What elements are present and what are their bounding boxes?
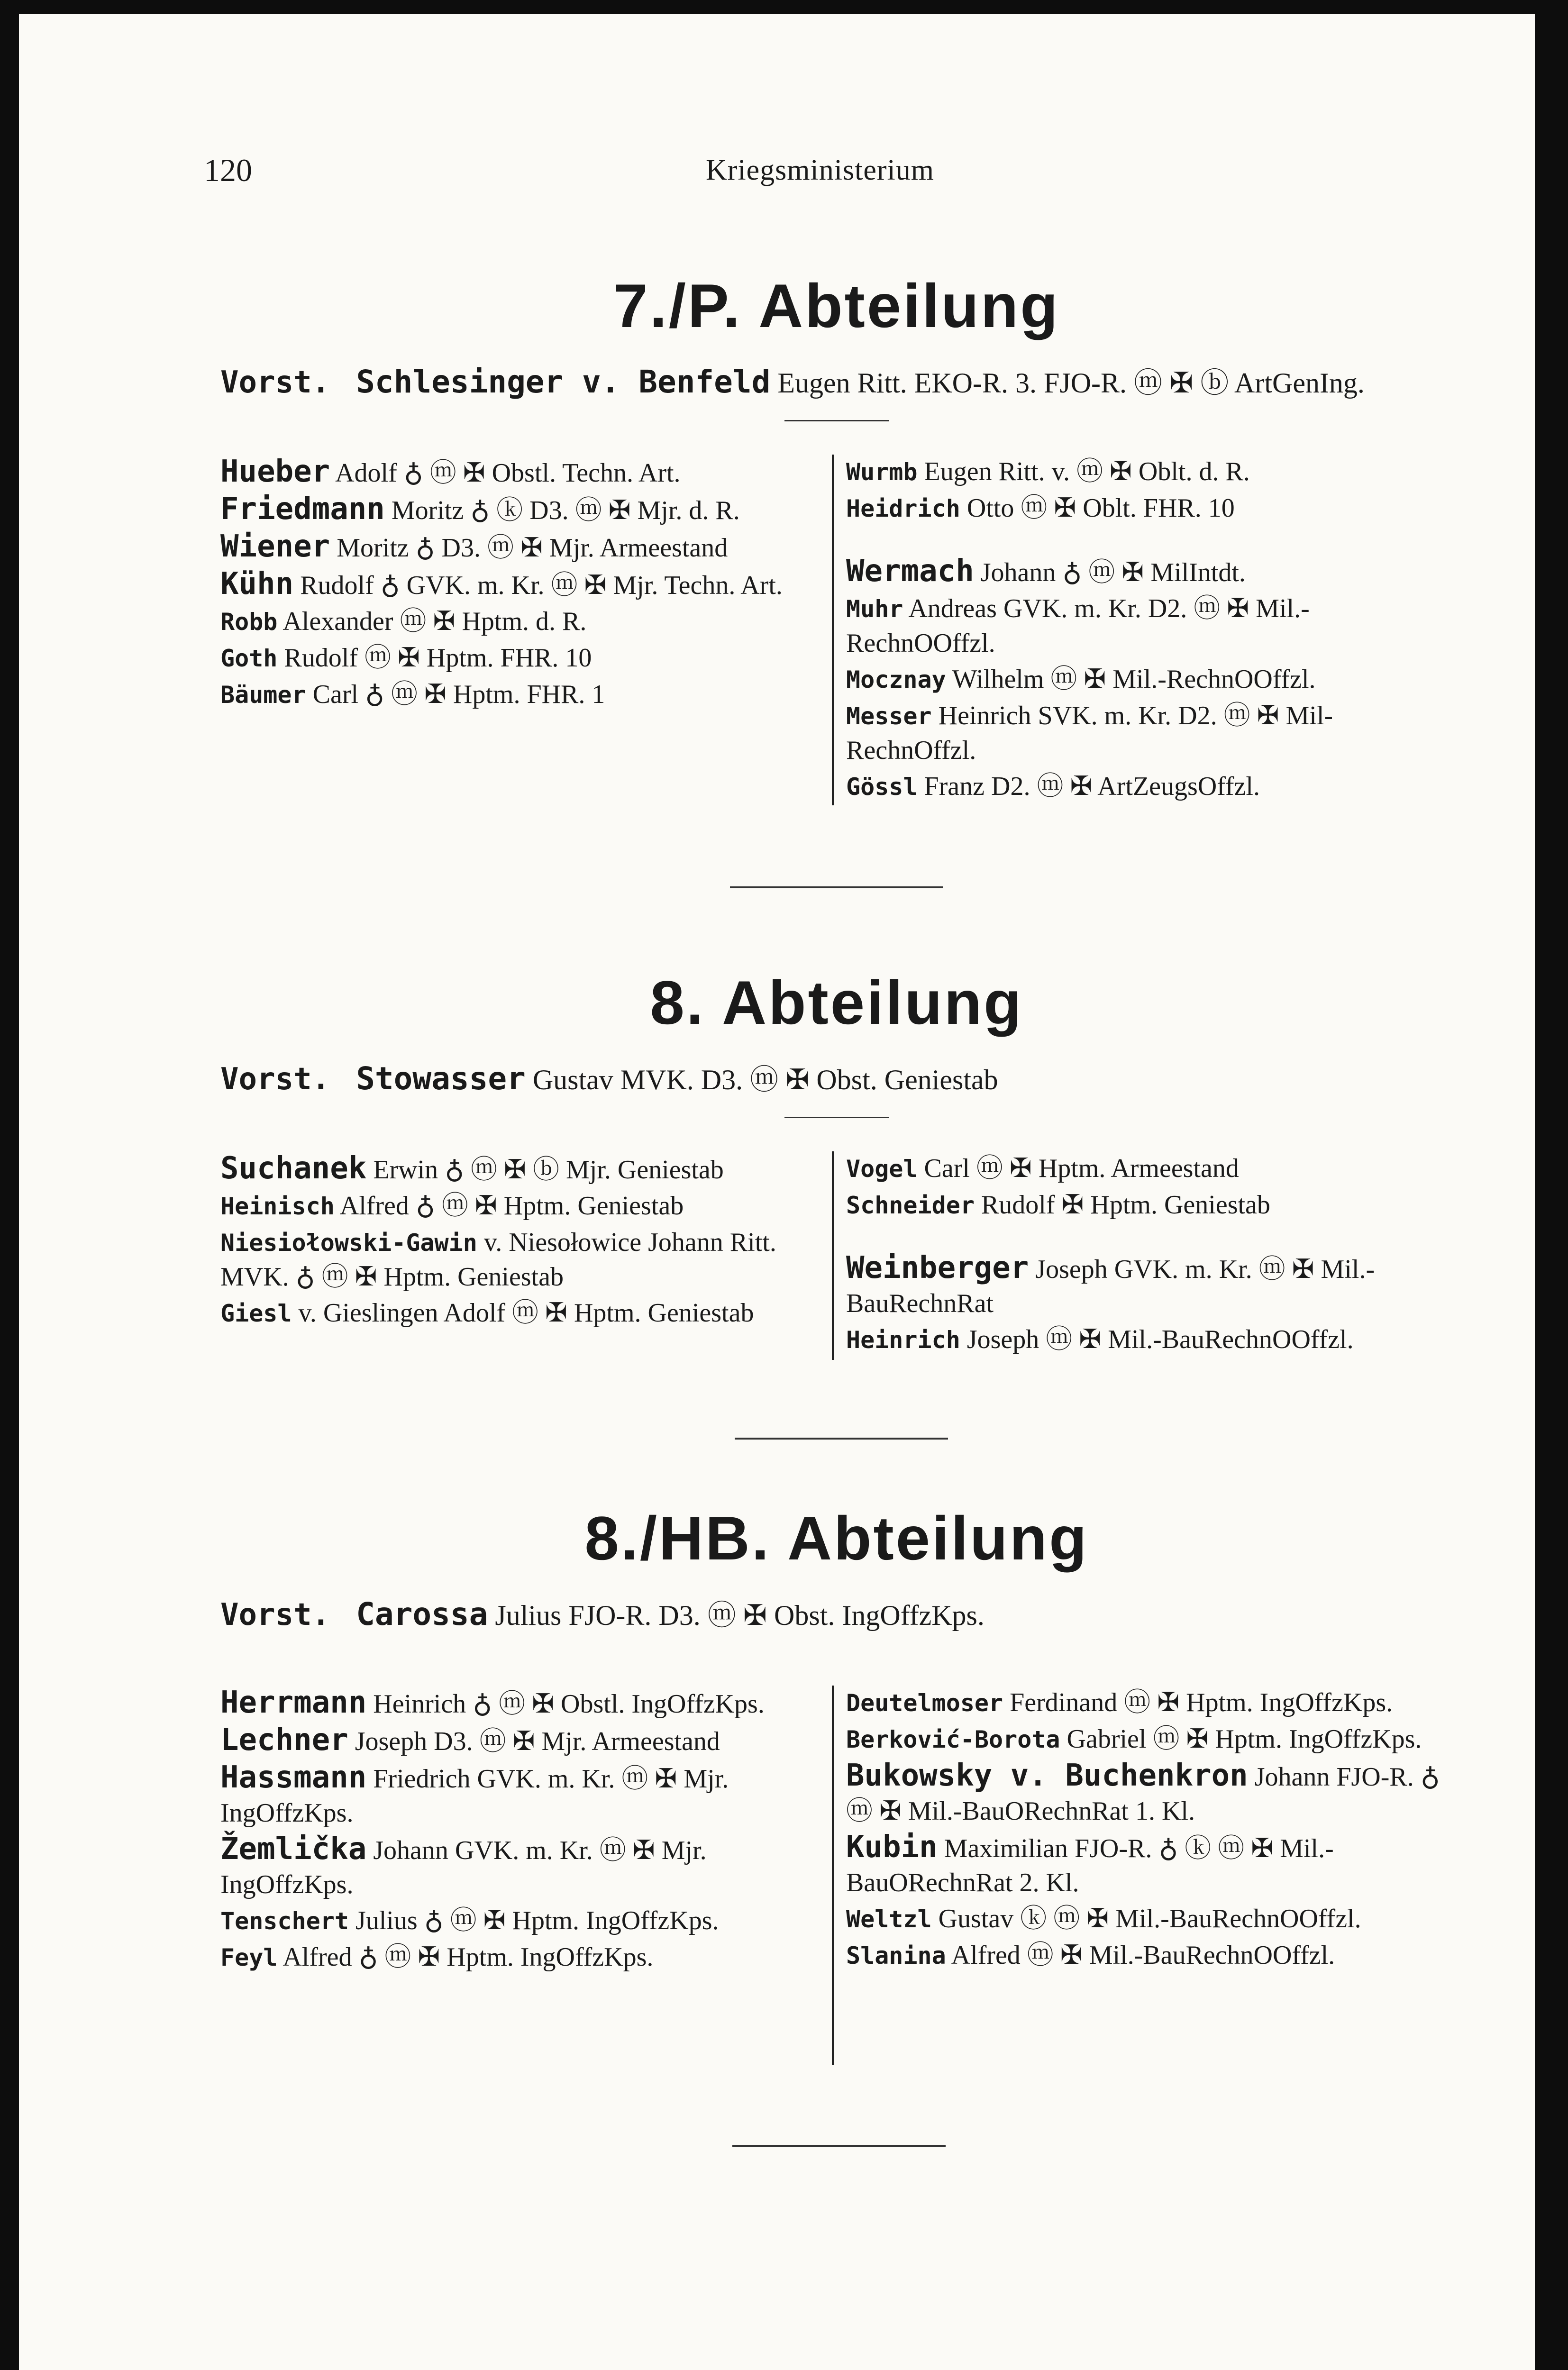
entry-name: Slanina [846,1942,946,1969]
entry-name: Wiener [220,529,330,564]
entry-details: Gustav ⓚ ⓜ ✠ Mil.-BauRechnOOffzl. [938,1904,1361,1933]
list-item [220,1940,822,1975]
entry-details: Friedrich GVK. m. Kr. ⓜ ✠ Mjr. IngOffzKps. [220,1764,729,1828]
entry-name: Berković-Borota [846,1726,1060,1753]
right-column [846,1151,1453,1359]
entry-details: Alfred ⓜ ✠ Mil.-BauRechnOOffzl. [951,1941,1335,1970]
entry-name: Schneider [846,1192,975,1219]
head-details: Gustav MVK. D3. ⓜ ✠ Obst. Geniestab [532,1064,998,1095]
entry-details: Maximilian FJO-R. ♁ ⓚ ⓜ ✠ Mil.-BauORechnRat 2. Kl. [846,1834,1334,1897]
list-item [846,699,1453,767]
section-head [220,1057,1453,1098]
list-item [846,1686,1453,1720]
entry-details: Carl ♁ ⓜ ✠ Hptm. FHR. 1 [312,680,605,709]
left-column [220,1686,822,1977]
list-item [846,554,1453,590]
entry-details: Johann GVK. m. Kr. ⓜ ✠ Mjr. IngOffzKps. [220,1836,707,1899]
section-title: 8./HB. Abteilung [584,1504,1089,1573]
list-item [846,1759,1453,1828]
entry-details: Ferdinand ⓜ ✠ Hptm. IngOffzKps. [1010,1688,1393,1717]
list-item [846,1938,1453,1973]
list-item [846,1830,1453,1900]
entry-name: Deutelmoser [846,1689,1003,1717]
entry-details: Julius ♁ ⓜ ✠ Hptm. IngOffzKps. [355,1906,719,1935]
short-rule [784,420,889,421]
entry-details: Moritz ♁ ⓚ D3. ⓜ ✠ Mjr. d. R. [391,496,740,525]
list-item [846,1151,1453,1186]
entry-details: Johann FJO-R. ♁ ⓜ ✠ Mil.-BauORechnRat 1. Kl. [846,1762,1440,1826]
entry-name: Heidrich [846,495,960,522]
entry-name: Žemlička [220,1832,367,1867]
entry-name: Hueber [220,454,330,489]
list-item [220,677,822,712]
entry-details: v. Niesołowice Johann Ritt. MVK. ♁ ⓜ ✠ Hptm. Geniestab [220,1228,776,1292]
entry-name: Goth [220,645,278,672]
list-item [220,529,822,565]
list-item [220,492,822,528]
spacer [846,528,1453,554]
entry-details: Erwin ♁ ⓜ ✠ ⓑ Mjr. Geniestab [373,1155,724,1185]
running-title: Kriegsministerium [706,154,934,186]
entry-name: Heinrich [846,1326,960,1354]
entry-details: Johann ♁ ⓜ ✠ MilIntdt. [980,558,1246,587]
list-item [220,1686,822,1721]
section-title: 7./P. Abteilung [613,271,1060,340]
list-item [220,1151,822,1187]
head-label: Vorst. [220,1597,330,1632]
entry-details: Joseph D3. ⓜ ✠ Mjr. Armeestand [355,1727,720,1756]
entry-details: Adolf ♁ ⓜ ✠ Obstl. Techn. Art. [335,458,681,488]
head-name: Carossa [356,1596,488,1632]
entry-details: Rudolf ✠ Hptm. Geniestab [981,1190,1270,1220]
entry-name: Wermach [846,554,974,589]
section-head [220,1593,1453,1633]
entry-name: Kubin [846,1830,938,1865]
spacer [846,1224,1453,1251]
entry-name: Lechner [220,1723,348,1758]
list-item [846,1902,1453,1936]
section-7p [220,270,1453,801]
entry-details: v. Gieslingen Adolf ⓜ ✠ Hptm. Geniestab [298,1298,754,1328]
entry-name: Weltzl [846,1905,932,1933]
section-8 [220,967,1453,1354]
entry-name: Tenschert [220,1907,349,1935]
list-item [220,455,822,490]
entry-details: Joseph ⓜ ✠ Mil.-BauRechnOOffzl. [966,1325,1354,1354]
entry-details: Andreas GVK. m. Kr. D2. ⓜ ✠ Mil.-RechnOOffzl. [846,594,1310,658]
list-item [846,1188,1453,1222]
entry-details: Otto ⓜ ✠ Oblt. FHR. 10 [966,493,1235,523]
list-item [220,1904,822,1938]
entry-name: Bukowsky v. Buchenkron [846,1758,1248,1793]
entry-name: Messer [846,702,932,730]
entry-details: Alfred ♁ ⓜ ✠ Hptm. Geniestab [339,1191,684,1221]
list-item [220,604,822,639]
entry-name: Herrmann [220,1685,367,1720]
section-head [220,360,1453,401]
head-details: Eugen Ritt. EKO-R. 3. FJO-R. ⓜ ✠ ⓑ ArtGenIng. [777,367,1365,399]
list-item [220,1760,822,1830]
running-head [204,152,1436,199]
list-item [846,455,1453,489]
list-item [220,1189,822,1223]
section-8hb [220,1503,1453,1972]
entry-name: Giesl [220,1300,292,1327]
entry-name: Gössl [846,773,918,801]
short-rule [784,1117,889,1118]
entry-details: Franz D2. ⓜ ✠ ArtZeugsOffzl. [924,772,1260,801]
column-divider [832,455,834,805]
entry-name: Niesiołowski-Gawin [220,1229,477,1257]
entry-name: Mocznay [846,666,946,693]
list-item [846,662,1453,697]
list-item [846,592,1453,660]
entry-details: Rudolf ⓜ ✠ Hptm. FHR. 10 [284,643,592,673]
section-separator [735,1438,948,1440]
list-item [846,1722,1453,1757]
section-separator [730,886,943,888]
entry-name: Heinisch [220,1193,335,1220]
entry-details: Eugen Ritt. v. ⓜ ✠ Oblt. d. R. [924,457,1250,486]
entry-details: Alfred ♁ ⓜ ✠ Hptm. IngOffzKps. [283,1942,654,1972]
entry-name: Feyl [220,1944,278,1971]
entry-details: Moritz ♁ D3. ⓜ ✠ Mjr. Armeestand [337,533,728,563]
entry-details: Heinrich SVK. m. Kr. D2. ⓜ ✠ Mil-RechnOffzl. [846,701,1333,765]
entry-name: Hassmann [220,1760,367,1795]
head-name: Stowasser [356,1060,526,1097]
left-column [220,455,822,714]
list-item [846,1322,1453,1357]
left-column [220,1151,822,1332]
entry-details: Alexander ⓜ ✠ Hptm. d. R. [283,607,587,636]
head-details: Julius FJO-R. D3. ⓜ ✠ Obst. IngOffzKps. [495,1600,985,1631]
right-column [846,455,1453,806]
entry-details: Heinrich ♁ ⓜ ✠ Obstl. IngOffzKps. [373,1689,765,1719]
list-item [846,491,1453,526]
entry-details: Wilhelm ⓜ ✠ Mil.-RechnOOffzl. [952,665,1316,694]
entry-name: Robb [220,608,278,636]
section-separator [732,2145,946,2147]
head-name: Schlesinger v. Benfeld [356,364,771,400]
entry-details: Joseph GVK. m. Kr. ⓜ ✠ Mil.-BauRechnRat [846,1255,1375,1318]
list-item [220,1225,822,1294]
head-label: Vorst. [220,1062,330,1097]
entry-details: Rudolf ♁ GVK. m. Kr. ⓜ ✠ Mjr. Techn. Art. [300,571,783,600]
entry-name: Vogel [846,1155,918,1183]
entry-name: Kühn [220,566,294,602]
list-item [846,1251,1453,1321]
entry-details: Carl ⓜ ✠ Hptm. Armeestand [924,1154,1239,1183]
list-item [220,567,822,602]
right-column [846,1686,1453,1975]
list-item [220,1723,822,1759]
page-number: 120 [204,152,252,188]
list-item [220,641,822,675]
entry-name: Bäumer [220,681,306,709]
head-label: Vorst. [220,365,330,400]
entry-name: Muhr [846,595,903,623]
list-item [220,1832,822,1902]
column-divider [832,1151,834,1360]
entry-details: Gabriel ⓜ ✠ Hptm. IngOffzKps. [1067,1724,1422,1754]
entry-name: Friedmann [220,492,385,527]
column-divider [832,1686,834,2065]
entry-name: Suchanek [220,1151,367,1186]
entry-name: Wurmb [846,458,918,486]
list-item [220,1296,822,1331]
list-item [846,769,1453,804]
entry-name: Weinberger [846,1250,1029,1285]
section-title: 8. Abteilung [650,968,1023,1037]
